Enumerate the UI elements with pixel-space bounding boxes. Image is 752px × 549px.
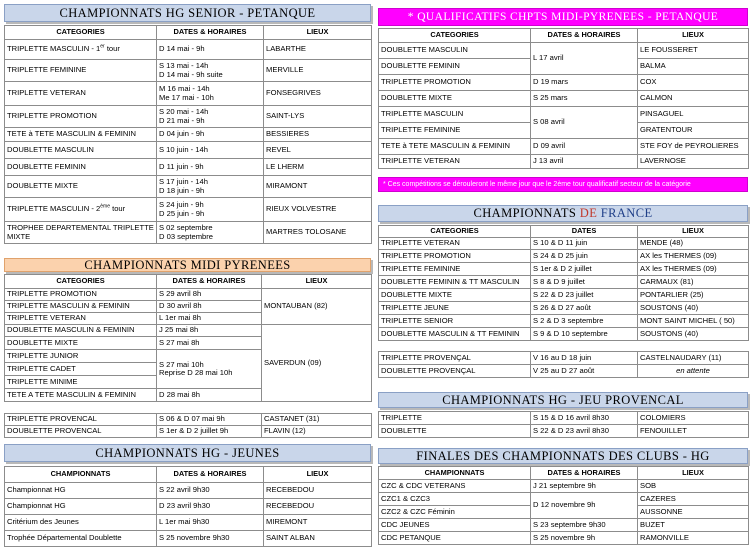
table-row: CDC JEUNES S 23 septembre 9h30 BUZET	[379, 519, 749, 532]
table-row: DOUBLETTE FEMININ D 11 juin - 9h LE LHERM	[5, 159, 372, 176]
hg-senior-table	[4, 25, 372, 244]
hg-senior-section	[4, 4, 371, 252]
table-row: TRIPLETTE MASCULIN - 1er tour D 14 mai - 9h LABARTHE	[5, 40, 372, 60]
col-lieux: LIEUX	[638, 467, 749, 480]
col-lieux: LIEUX	[264, 26, 372, 40]
col-categories: CATEGORIES	[5, 26, 157, 40]
midi-pyrenees-section	[4, 258, 371, 438]
table-row: CZC & CDC VETERANS J 21 septembre 9h SOB	[379, 480, 749, 493]
france-table	[378, 225, 749, 341]
midi-provencal-table	[4, 413, 372, 438]
jeunes-table	[4, 466, 372, 547]
table-row: DOUBLETTE PROVENÇAL V 25 au D 27 août en attente	[379, 365, 749, 378]
table-row: DOUBLETTE MASCULIN & FEMININ J 25 mai 8h SAVERDUN (09)	[5, 325, 372, 337]
table-row: TRIPLETTE JUNIOR S 27 mai 10h Reprise D 28 mai 10h	[5, 350, 372, 363]
table-row: TRIPLETTE VETERAN L 1er mai 8h	[5, 313, 372, 325]
table-row: TRIPLETTE FEMININE S 13 mai - 14h D 14 mai - 9h suite MERVILLE	[5, 60, 372, 82]
table-row: TRIPLETTE PROMOTION D 19 mars COX	[379, 75, 749, 91]
table-row: Championnat HG S 22 avril 9h30 RECEBEDOU	[5, 483, 372, 499]
table-row: TRIPLETTE VETERAN M 16 mai - 14h Me 17 mai - 10h FONSEGRIVES	[5, 82, 372, 106]
table-row: DOUBLETTE MIXTE S 17 juin - 14h D 18 juin - 9h MIRAMONT	[5, 176, 372, 198]
table-row: TRIPLETTE PROVENÇAL V 16 au D 18 juin CASTELNAUDARY (11)	[379, 352, 749, 365]
table-row: CDC PETANQUE S 25 novembre 9h RAMONVILLE	[379, 532, 749, 545]
col-categories: CATEGORIES	[379, 226, 531, 238]
qualificatifs-section	[378, 8, 748, 196]
qualificatifs-note: * Ces compétitions se dérouleront le même jour que le 2ème tour qualificatif secteur de la catégorie	[378, 177, 748, 192]
hg-senior-title: CHAMPIONNATS HG SENIOR - PETANQUE	[4, 4, 371, 22]
jeu-provencal-table	[378, 411, 749, 438]
qualificatifs-table	[378, 28, 749, 169]
table-row: DOUBLETTE MASCULIN & TT FEMININ S 9 & D 10 septembre SOUSTONS (40)	[379, 328, 749, 341]
table-row: DOUBLETTE PROVENCAL S 1er & D 2 juillet 9h FLAVIN (12)	[5, 426, 372, 438]
table-row: DOUBLETTE MASCULIN S 10 juin - 14h REVEL	[5, 142, 372, 159]
table-row: TETE à TETE MASCULIN & FEMININ D 04 juin - 9h BESSIERES	[5, 128, 372, 142]
table-row: TROPHEE DEPARTEMENTAL TRIPLETTE MIXTE S 02 septembre D 03 septembre MARTRES TOLOSANE	[5, 222, 372, 244]
col-categories: CATEGORIES	[379, 29, 531, 43]
table-row: TETE à TETE MASCULIN & FEMININ D 09 avril STE FOY de PEYROLIERES	[379, 139, 749, 155]
table-row: TRIPLETTE MASCULIN S 08 avril PINSAGUEL	[379, 107, 749, 123]
table-row: TRIPLETTE MINIME	[5, 376, 372, 389]
table-row: TRIPLETTE PROMOTION S 29 avril 8h MONTAUBAN (82)	[5, 289, 372, 301]
table-row: TRIPLETTE CADET	[5, 363, 372, 376]
france-title: CHAMPIONNATS DE FRANCE	[378, 205, 748, 222]
table-row: DOUBLETTE MIXTE S 27 mai 8h	[5, 337, 372, 350]
table-row: Championnat HG D 23 avril 9h30 RECEBEDOU	[5, 499, 372, 515]
table-row: TRIPLETTE PROVENCAL S 06 & D 07 mai 9h CASTANET (31)	[5, 414, 372, 426]
col-dates: DATES & HORAIRES	[157, 467, 264, 483]
jeu-provencal-section	[378, 392, 748, 440]
table-row: DOUBLETTE FEMININ & TT MASCULIN S 8 & D 9 juillet CARMAUX (81)	[379, 276, 749, 289]
midi-pyrenees-title: CHAMPIONNATS MIDI PYRENEES	[4, 258, 371, 272]
table-row: CZC2 & CZC Féminin AUSSONNE	[379, 506, 749, 519]
table-row: DOUBLETTE FEMININ BALMA	[379, 59, 749, 75]
table-row: TRIPLETTE JEUNE S 26 & D 27 août SOUSTONS (40)	[379, 302, 749, 315]
table-row: TRIPLETTE FEMININE GRATENTOUR	[379, 123, 749, 139]
jeunes-section	[4, 444, 371, 547]
col-championnats: CHAMPIONNATS	[379, 467, 531, 480]
jeu-provencal-title: CHAMPIONNATS HG - JEU PROVENCAL	[378, 392, 748, 408]
clubs-table	[378, 466, 749, 545]
col-lieux: LIEUX	[638, 226, 749, 238]
table-row: DOUBLETTE MIXTE S 22 & D 23 juillet PONTARLIER (25)	[379, 289, 749, 302]
table-row: TRIPLETTE PROMOTION S 20 mai - 14h D 21 mai - 9h SAINT-LYS	[5, 106, 372, 128]
clubs-title: FINALES DES CHAMPIONNATS DES CLUBS - HG	[378, 448, 748, 464]
qualificatifs-title: * QUALIFICATIFS CHPTS MIDI-PYRENEES - PETANQUE	[378, 8, 748, 26]
col-dates: DATES & HORAIRES	[531, 29, 638, 43]
table-row: TETE A TETE MASCULIN & FEMININ D 28 mai 8h	[5, 389, 372, 402]
table-row: TRIPLETTE PROMOTION S 24 & D 25 juin AX les THERMES (09)	[379, 250, 749, 263]
table-row: Trophée Départemental Doublette S 25 novembre 9h30 SAINT ALBAN	[5, 531, 372, 547]
col-categories: CATEGORIES	[5, 275, 157, 289]
table-row: TRIPLETTE VETERAN J 13 avril LAVERNOSE	[379, 155, 749, 169]
clubs-section	[378, 448, 748, 547]
table-row: CZC1 & CZC3 D 12 novembre 9h CAZERES	[379, 493, 749, 506]
col-championnats: CHAMPIONNATS	[5, 467, 157, 483]
table-row: TRIPLETTE MASCULIN & FEMININ D 30 avril 8h	[5, 301, 372, 313]
jeunes-title: CHAMPIONNATS HG - JEUNES	[4, 444, 371, 462]
table-row: Critérium des Jeunes L 1er mai 9h30 MIREMONT	[5, 515, 372, 531]
table-row: TRIPLETTE MASCULIN - 2ème tour S 24 juin - 9h D 25 juin - 9h RIEUX VOLVESTRE	[5, 198, 372, 222]
col-dates: DATES & HORAIRES	[157, 26, 264, 40]
france-section	[378, 205, 748, 381]
col-dates: DATES & HORAIRES	[157, 275, 262, 289]
col-lieux: LIEUX	[638, 29, 749, 43]
col-dates: DATES	[531, 226, 638, 238]
col-dates: DATES & HORAIRES	[531, 467, 638, 480]
table-row: DOUBLETTE MASCULIN L 17 avril LE FOUSSERET	[379, 43, 749, 59]
table-row: DOUBLETTE MIXTE S 25 mars CALMON	[379, 91, 749, 107]
france-provencal-table	[378, 351, 749, 378]
table-row: DOUBLETTE S 22 & D 23 avril 8h30 FENOUILLET	[379, 425, 749, 438]
col-lieux: LIEUX	[264, 467, 372, 483]
table-row: TRIPLETTE S 15 & D 16 avril 8h30 COLOMIERS	[379, 412, 749, 425]
midi-pyrenees-table	[4, 274, 372, 402]
col-lieux: LIEUX	[262, 275, 372, 289]
table-row: TRIPLETTE SENIOR S 2 & D 3 septembre MONT SAINT MICHEL ( 50)	[379, 315, 749, 328]
table-row: TRIPLETTE FEMININE S 1er & D 2 juillet AX les THERMES (09)	[379, 263, 749, 276]
table-row: TRIPLETTE VETERAN S 10 & D 11 juin MENDE (48)	[379, 238, 749, 250]
